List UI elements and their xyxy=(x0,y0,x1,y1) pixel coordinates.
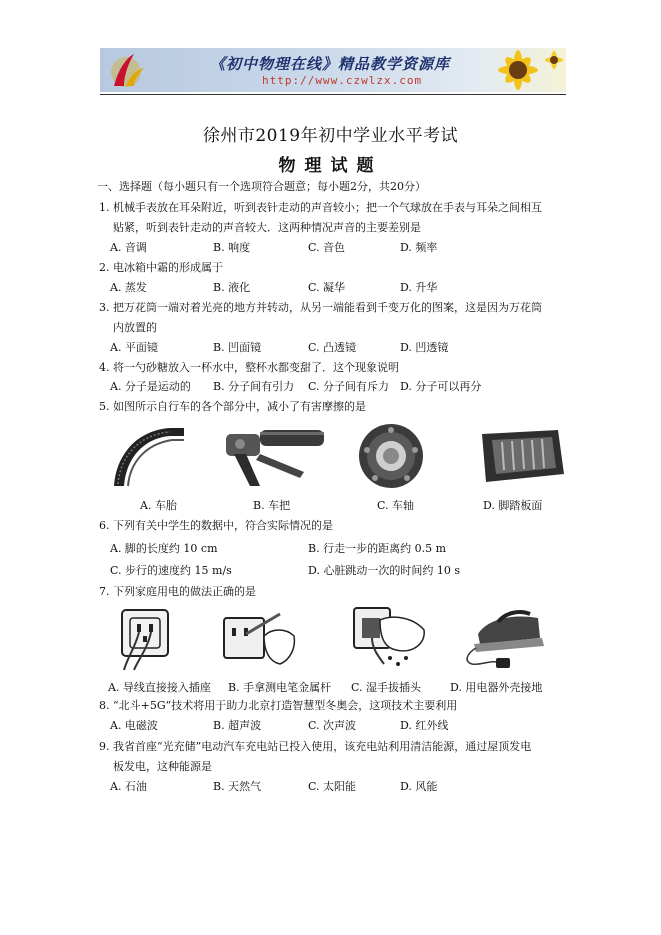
q9-option-b: B. 天然气 xyxy=(213,780,262,793)
q2-line1: 2. 电冰箱中霜的形成属于 xyxy=(99,261,223,274)
q6-option-b: B. 行走一步的距离约 0.5 m xyxy=(308,542,446,555)
wet-hand-plug-image xyxy=(350,604,430,670)
q6-option-d: D. 心脏跳动一次的时间约 10 s xyxy=(308,564,461,577)
sunflower-icon xyxy=(478,48,564,92)
q1-option-a: A. 音调 xyxy=(110,241,147,254)
q5-caption-c: C. 车轴 xyxy=(377,499,415,512)
q1-line2: 贴紧，听到表针走动的声音较大．这两种情况声音的主要差别是 xyxy=(113,221,421,234)
section-heading: 一、选择题（每小题只有一个选项符合题意；每小题2分，共20分） xyxy=(97,180,426,193)
q9-option-c: C. 太阳能 xyxy=(308,780,357,793)
exam-title: 徐州市2019年初中学业水平考试 xyxy=(202,126,459,146)
q6-option-c: C. 步行的速度约 15 m/s xyxy=(110,564,232,577)
banner-url: http://www.czwlzx.com xyxy=(262,74,423,87)
q4-option-d: D. 分子可以再分 xyxy=(400,380,482,393)
q5-caption-b: B. 车把 xyxy=(253,499,291,512)
q7-caption-a: A. 导线直接接入插座 xyxy=(108,681,211,694)
q2-option-a: A. 蒸发 xyxy=(110,281,147,294)
q8-line1: 8. “北斗+5G”技术将用于助力北京打造智慧型冬奥会，这项技术主要利用 xyxy=(99,699,458,712)
q1-option-d: D. 频率 xyxy=(400,241,438,254)
q5-caption-a: A. 车胎 xyxy=(140,499,177,512)
q8-option-d: D. 红外线 xyxy=(400,719,449,732)
socket-wire-image xyxy=(116,606,176,672)
q2-option-c: C. 凝华 xyxy=(308,281,346,294)
q1-option-c: C. 音色 xyxy=(308,241,346,254)
q6-option-a: A. 脚的长度约 10 cm xyxy=(110,542,218,555)
q7-caption-d: D. 用电器外壳接地 xyxy=(450,681,543,694)
iron-grounding-image xyxy=(458,604,550,670)
q1-line1: 1. 机械手表放在耳朵附近，听到表针走动的声音较小；把一个气球放在手表与耳朵之间相互 xyxy=(99,201,542,214)
q4-option-b: B. 分子间有引力 xyxy=(213,380,295,393)
q3-line2: 内放置的 xyxy=(113,321,157,334)
exam-subtitle: 物理试题 xyxy=(278,156,383,176)
q3-line1: 3. 把万花筒一端对着光亮的地方并转动，从另一端能看到千变万化的图案，这是因为万花筒 xyxy=(99,301,542,314)
q9-option-a: A. 石油 xyxy=(110,780,147,793)
q1-option-b: B. 响度 xyxy=(213,241,251,254)
q6-line1: 6. 下列有关中学生的数据中，符合实际情况的是 xyxy=(99,519,333,532)
test-pen-image xyxy=(220,606,300,670)
q9-option-d: D. 风能 xyxy=(400,780,438,793)
q4-option-c: C. 分子间有斥力 xyxy=(308,380,390,393)
q8-option-b: B. 超声波 xyxy=(213,719,262,732)
q4-line1: 4. 将一勺砂糖放入一杯水中，整杯水都变甜了．这个现象说明 xyxy=(99,361,399,374)
q3-option-a: A. 平面镜 xyxy=(110,341,158,354)
q5-line1: 5. 如图所示自行车的各个部分中，减小了有害摩擦的是 xyxy=(99,400,366,413)
logo-icon xyxy=(104,50,148,90)
q7-caption-c: C. 湿手拔插头 xyxy=(351,681,422,694)
banner-title: 《初中物理在线》精品教学资源库 xyxy=(210,55,451,73)
q4-option-a: A. 分子是运动的 xyxy=(110,380,191,393)
q2-option-b: B. 液化 xyxy=(213,281,251,294)
q8-option-a: A. 电磁波 xyxy=(110,719,158,732)
q9-line2: 板发电，这种能源是 xyxy=(113,760,212,773)
q3-option-d: D. 凹透镜 xyxy=(400,341,449,354)
q8-option-c: C. 次声波 xyxy=(308,719,357,732)
bicycle-handlebar-image xyxy=(220,424,330,488)
q7-caption-b: B. 手拿测电笔金属杆 xyxy=(228,681,332,694)
header-rule xyxy=(100,94,566,95)
bicycle-axle-image xyxy=(352,420,430,492)
q3-option-c: C. 凸透镜 xyxy=(308,341,357,354)
header-banner xyxy=(100,48,566,92)
bicycle-tire-image xyxy=(110,424,190,488)
q9-line1: 9. 我省首座“光充储”电动汽车充电站已投入使用，该充电站利用清洁能源，通过屋顶发电 xyxy=(99,740,532,753)
q2-option-d: D. 升华 xyxy=(400,281,438,294)
q7-line1: 7. 下列家庭用电的做法正确的是 xyxy=(99,585,256,598)
q3-option-b: B. 凹面镜 xyxy=(213,341,262,354)
q5-caption-d: D. 脚踏板面 xyxy=(483,499,543,512)
bicycle-pedal-image xyxy=(474,424,566,488)
